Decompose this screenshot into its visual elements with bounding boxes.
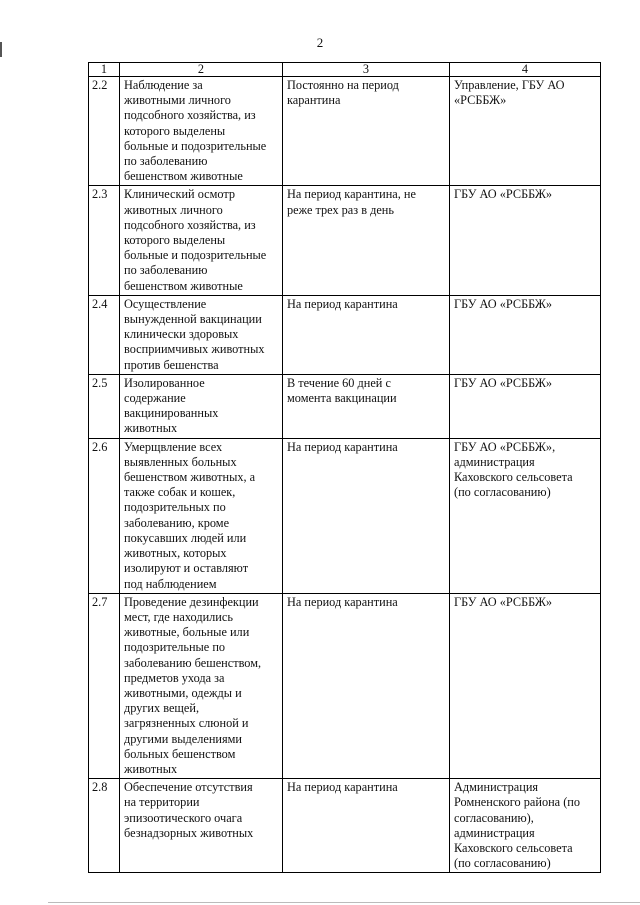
measure-cell (120, 779, 283, 873)
responsible-text: ГБУ АО «РСББЖ» (454, 594, 553, 609)
responsible-cell (450, 438, 601, 593)
column-header-1: 1 (89, 63, 120, 77)
row-number: 2.3 (89, 186, 120, 295)
responsible-cell (450, 295, 601, 374)
column-header-2: 2 (120, 63, 283, 77)
row-number: 2.6 (89, 438, 120, 593)
responsible-cell (450, 77, 601, 186)
period-cell (283, 374, 450, 438)
period-cell (283, 295, 450, 374)
measure-text: Осуществление вынужденной вакцинации клинически здоровых восприимчивых животных против бешенства (124, 296, 265, 372)
responsible-text: ГБУ АО «РСББЖ» (454, 187, 553, 202)
period-text: На период карантина (287, 439, 398, 454)
measure-cell (120, 77, 283, 186)
row-number: 2.7 (89, 593, 120, 778)
row-number: 2.8 (89, 779, 120, 873)
responsible-cell (450, 593, 601, 778)
table-row (89, 438, 601, 593)
period-cell (283, 77, 450, 186)
measure-text: Умерщвление всех выявленных больных бешенством животных, а также собак и кошек, подозрительных по заболеванию, кроме покусавших людей или животных, которых изолируют и оставляют под наблюдением (124, 439, 256, 591)
table-header-row (89, 63, 601, 77)
column-header-4: 4 (450, 63, 601, 77)
table-row (89, 779, 601, 873)
measures-table (88, 62, 601, 873)
responsible-text: ГБУ АО «РСББЖ», администрация Каховского сельсовета (по согласованию) (454, 439, 573, 500)
scan-bottom-edge (48, 902, 640, 903)
period-cell (283, 779, 450, 873)
measure-cell (120, 295, 283, 374)
measure-text: Проведение дезинфекции мест, где находились животные, больные или подозрительные по заболеванию бешенством, предметов ухода за животными, одежды и других вещей, загрязненных слюной и другими выделениями больных бешенством животных (124, 594, 262, 776)
responsible-cell (450, 374, 601, 438)
table-row (89, 374, 601, 438)
table-row (89, 186, 601, 295)
row-number: 2.2 (89, 77, 120, 186)
responsible-text: ГБУ АО «РСББЖ» (454, 296, 553, 311)
period-text: На период карантина (287, 780, 398, 795)
table-row (89, 593, 601, 778)
responsible-text: Управление, ГБУ АО «РСББЖ» (454, 78, 565, 108)
measure-text: Изолированное содержание вакцинированных животных (124, 375, 219, 436)
page-number: 2 (316, 35, 324, 50)
measure-cell (120, 438, 283, 593)
period-text: Постоянно на период карантина (287, 78, 399, 108)
table-row (89, 77, 601, 186)
period-cell (283, 438, 450, 593)
period-text: На период карантина (287, 594, 398, 609)
responsible-cell (450, 779, 601, 873)
measure-text: Клинический осмотр животных личного подсобного хозяйства, из которого выделены больные и подозрительные по заболеванию бешенством животные (124, 187, 267, 293)
responsible-cell (450, 186, 601, 295)
table-row (89, 295, 601, 374)
period-cell (283, 593, 450, 778)
period-text: На период карантина, не реже трех раз в день (287, 187, 416, 217)
measure-cell (120, 374, 283, 438)
period-text: В течение 60 дней с момента вакцинации (287, 375, 397, 406)
row-number: 2.4 (89, 295, 120, 374)
measure-cell (120, 186, 283, 295)
responsible-text: Администрация Ромненского района (по согласованию), администрация Каховского сельсовета (по согласованию) (454, 780, 581, 871)
measure-text: Наблюдение за животными личного подсобного хозяйства, из которого выделены больные и подозрительные по заболеванию бешенством животные (124, 78, 267, 184)
period-cell (283, 186, 450, 295)
period-text: На период карантина (287, 296, 398, 311)
column-header-3: 3 (283, 63, 450, 77)
measure-text: Обеспечение отсутствия на территории эпизоотического очага безнадзорных животных (124, 780, 254, 840)
responsible-text: ГБУ АО «РСББЖ» (454, 375, 553, 390)
row-number: 2.5 (89, 374, 120, 438)
measure-cell (120, 593, 283, 778)
